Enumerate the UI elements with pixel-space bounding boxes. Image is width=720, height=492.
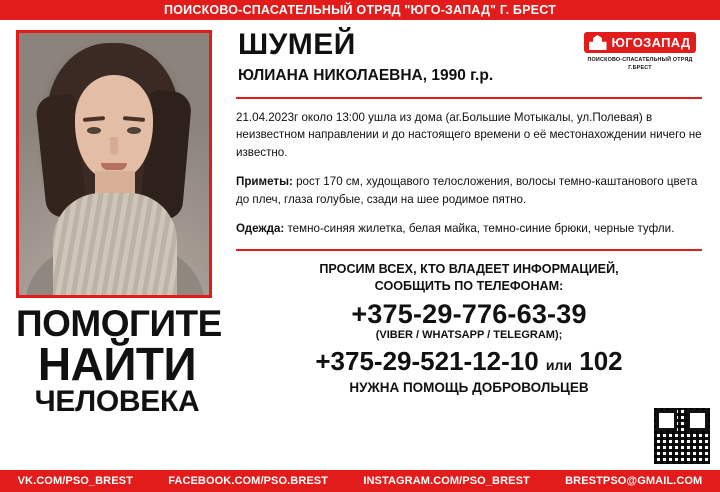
logo-badge-text: ЮГОЗАПАД	[611, 35, 691, 50]
slogan-line-3: ЧЕЛОВЕКА	[34, 385, 200, 419]
contact-block	[232, 261, 706, 395]
footer-links	[0, 470, 720, 492]
person-fullname: ЮЛИАНА НИКОЛАЕВНА, 1990 г.р.	[238, 67, 494, 84]
slogan-line-1: ПОМОГИТЕ	[16, 303, 222, 344]
signs-label: Приметы:	[236, 175, 293, 189]
divider-top	[236, 97, 702, 99]
name-block	[232, 30, 493, 85]
name-row	[232, 30, 706, 85]
footer-link-email[interactable]: BRESTPSO@GMAIL.COM	[565, 475, 703, 487]
ask-line-2: СООБЩИТЬ ПО ТЕЛЕФОНАМ:	[374, 279, 564, 294]
clothes-text	[236, 220, 702, 237]
person-surname: ШУМЕЙ	[238, 28, 356, 61]
poster-body	[0, 20, 720, 470]
divider-bottom	[236, 249, 702, 251]
portrait-mouth	[101, 163, 127, 170]
portrait-scarf	[53, 193, 177, 298]
portrait-eye-left	[87, 127, 101, 134]
phone-primary[interactable]: +375-29-776-63-39	[351, 299, 587, 330]
signs-value: рост 170 см, худощавого телосложения, волосы темно-каштанового цвета до плеч, глаза голубые, сзади на шее родимое пятно.	[236, 175, 698, 206]
phone-conjunction: или	[545, 357, 573, 374]
right-column	[222, 20, 720, 470]
phone-secondary[interactable]: +375-29-521-12-10	[315, 346, 539, 377]
signs-text	[236, 173, 702, 208]
footer-link-instagram[interactable]: INSTAGRAM.COM/PSO_BREST	[363, 475, 530, 487]
header-banner: ПОИСКОВО-СПАСАТЕЛЬНЫЙ ОТРЯД "ЮГО-ЗАПАД" Г. БРЕСТ	[0, 0, 720, 20]
ask-line-1: ПРОСИМ ВСЕХ, КТО ВЛАДЕЕТ ИНФОРМАЦИЕЙ,	[319, 262, 619, 277]
footer-link-facebook[interactable]: FACEBOOK.COM/PSO.BREST	[168, 475, 329, 487]
footer-link-vk[interactable]: VK.COM/PSO_BREST	[17, 475, 133, 487]
phone-emergency[interactable]: 102	[579, 346, 623, 377]
phone-secondary-row	[232, 346, 706, 377]
house-icon	[589, 35, 607, 50]
logo-subtitle: ПОИСКОВО-СПАСАТЕЛЬНЫЙ ОТРЯД Г.БРЕСТ	[587, 57, 693, 72]
logo-badge	[584, 32, 697, 53]
volunteers-note: НУЖНА ПОМОЩЬ ДОБРОВОЛЬЦЕВ	[349, 380, 589, 396]
qr-code-icon[interactable]	[652, 406, 712, 466]
person-photo	[16, 30, 212, 298]
help-slogan	[16, 303, 222, 419]
clothes-value: темно-синяя жилетка, белая майка, темно-синие брюки, черные туфли.	[284, 221, 675, 235]
circumstances-text: 21.04.2023г около 13:00 ушла из дома (аг.Большие Мотыкалы, ул.Полевая) в неизвестном направлении и до настоящего времени о её местонахождении ничего не известно.	[236, 111, 702, 159]
slogan-line-2: НАЙТИ	[37, 338, 197, 391]
portrait-nose	[110, 137, 118, 155]
phone-primary-note: (VIBER / WHATSAPP / TELEGRAM);	[375, 329, 563, 342]
left-column	[0, 20, 222, 470]
organization-logo	[574, 30, 706, 72]
photo-background	[19, 33, 209, 295]
clothes-label: Одежда:	[236, 221, 285, 235]
portrait-eye-right	[127, 127, 141, 134]
